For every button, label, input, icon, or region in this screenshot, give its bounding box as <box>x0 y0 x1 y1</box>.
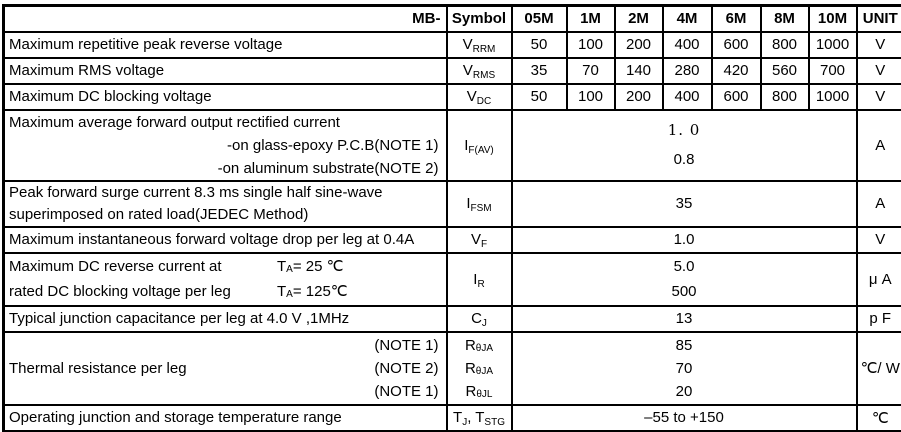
value-text: 1. 0 <box>667 121 701 139</box>
description-cell <box>4 306 447 332</box>
symbol-subscript: RMS <box>472 70 496 81</box>
symbol-subscript: A <box>286 289 293 300</box>
merged-values <box>513 254 856 304</box>
test-condition-text <box>277 254 343 279</box>
symbol <box>463 36 496 53</box>
description-lines <box>5 254 446 304</box>
value-cell: 400 <box>663 84 712 110</box>
value-cell: 200 <box>615 32 663 58</box>
merged-value-cell <box>512 253 857 306</box>
symbol-subscript: θJL <box>476 388 493 400</box>
value-cell: 800 <box>761 32 809 58</box>
description-line <box>9 334 444 357</box>
unit-cell: μ A <box>857 253 901 306</box>
value-text: –55 to +150 <box>644 408 724 426</box>
description-line <box>9 134 444 157</box>
row-typical-junction-capacitance <box>4 306 901 332</box>
merged-value-cell <box>512 306 857 332</box>
symbol <box>471 231 487 248</box>
header-05m: 05M <box>512 6 567 32</box>
value-text: 500 <box>671 283 697 300</box>
header-1m: 1M <box>567 6 615 32</box>
symbol <box>467 88 491 105</box>
symbol-cell <box>447 253 512 306</box>
symbol-text: I <box>466 195 471 212</box>
symbol-cell <box>447 58 512 84</box>
symbol-subscript: F <box>480 239 488 250</box>
header-unit: UNIT <box>857 6 901 32</box>
test-condition-text <box>277 279 348 304</box>
symbol-subscript: DC <box>476 96 492 107</box>
header-8m: 8M <box>761 6 809 32</box>
header-mb: MB- <box>4 6 447 32</box>
symbol <box>466 380 493 403</box>
value-cell: 35 <box>512 58 567 84</box>
description-line <box>9 182 444 204</box>
description-lines <box>5 228 446 252</box>
value-cell: 700 <box>809 58 857 84</box>
description-line <box>9 33 444 57</box>
symbol-subscript: θJA <box>475 342 494 354</box>
description-text: Maximum instantaneous forward voltage drop per leg at 0.4A <box>9 230 415 248</box>
value-cell: 50 <box>512 32 567 58</box>
value-cell: 400 <box>663 32 712 58</box>
description-text: Peak forward surge current 8.3 ms single half sine-wave <box>9 183 383 201</box>
row-max-rms-voltage <box>4 58 901 84</box>
row-max-average-forward-output-rectified-current <box>4 110 901 181</box>
row-thermal-resistance-per-leg <box>4 332 901 405</box>
description-lines <box>5 307 446 331</box>
symbol-stack <box>448 334 511 403</box>
merged-values <box>513 189 856 219</box>
note-text: (NOTE 1) <box>374 382 439 400</box>
description-lines <box>5 111 446 180</box>
value-cell: 560 <box>761 58 809 84</box>
value-text: 5.0 <box>673 258 695 275</box>
merged-values <box>513 115 856 175</box>
symbol-text: C <box>471 310 482 327</box>
description-line <box>9 254 444 279</box>
header-symbol: Symbol <box>447 6 512 32</box>
symbol-subscript: STG <box>484 417 505 428</box>
unit-cell: V <box>857 84 901 110</box>
description-text: Maximum RMS voltage <box>9 61 165 79</box>
value-cell: 1000 <box>809 84 857 110</box>
symbol-cell <box>447 110 512 181</box>
symbol-text: T <box>453 409 463 426</box>
symbol-subscript: F(AV) <box>468 144 494 156</box>
row-max-dc-reverse-current <box>4 253 901 306</box>
row-peak-forward-surge-current <box>4 181 901 227</box>
symbol-subscript: J <box>462 417 468 428</box>
unit-cell: p F <box>857 306 901 332</box>
merged-values <box>513 307 856 331</box>
value-text: 20 <box>675 382 693 400</box>
symbol-subscript: RRM <box>472 44 496 55</box>
symbol-subscript: A <box>286 264 293 275</box>
symbol-cell <box>447 227 512 253</box>
unit-cell: A <box>857 110 901 181</box>
unit-cell: A <box>857 181 901 227</box>
symbol-cell <box>447 306 512 332</box>
symbol-text: I <box>464 136 469 154</box>
value-text: 0.8 <box>673 151 695 168</box>
symbol-stack <box>448 310 511 327</box>
description-lines <box>5 85 446 109</box>
merged-value-cell <box>512 110 857 181</box>
merged-value-cell <box>512 405 857 432</box>
description-cell <box>4 253 447 306</box>
description-cell <box>4 32 447 58</box>
unit-cell: V <box>857 227 901 253</box>
symbol <box>464 137 494 154</box>
symbol-cell <box>447 84 512 110</box>
value-cell: 140 <box>615 58 663 84</box>
symbol-text: = 25 ℃ <box>292 258 344 275</box>
symbol-text: I <box>473 270 478 288</box>
description-line <box>9 406 444 430</box>
symbol-subscript: θJA <box>475 365 494 377</box>
value-text: 13 <box>675 309 693 327</box>
symbol <box>465 357 493 380</box>
merged-values <box>513 334 856 403</box>
description-cell <box>4 332 447 405</box>
description-line <box>9 204 444 226</box>
symbol <box>473 271 484 288</box>
value-cell: 70 <box>567 58 615 84</box>
symbol-stack <box>448 62 511 79</box>
description-text: Maximum DC blocking voltage <box>9 87 212 105</box>
description-line <box>9 59 444 83</box>
unit-cell: V <box>857 58 901 84</box>
header-4m: 4M <box>663 6 712 32</box>
datasheet-page <box>0 4 901 432</box>
symbol-stack <box>448 137 511 154</box>
merged-values <box>513 406 856 430</box>
value-cell: 50 <box>512 84 567 110</box>
description-line <box>9 157 444 180</box>
value-cell: 100 <box>567 32 615 58</box>
symbol-cell <box>447 181 512 227</box>
symbol <box>465 334 493 357</box>
description-line <box>9 307 444 331</box>
symbol-text: V <box>462 62 473 79</box>
merged-values <box>513 228 856 252</box>
symbol-text: V <box>462 36 473 53</box>
description-text: Maximum repetitive peak reverse voltage <box>9 35 283 53</box>
note-text: (NOTE 2) <box>374 359 439 377</box>
note-text: (NOTE 1) <box>374 336 439 354</box>
unit-cell: ℃ <box>857 405 901 432</box>
row-max-instantaneous-forward-voltage-drop <box>4 227 901 253</box>
description-line <box>9 357 444 380</box>
value-cell: 1000 <box>809 32 857 58</box>
description-lines <box>5 33 446 57</box>
note-text: -on aluminum substrate(NOTE 2) <box>217 159 439 177</box>
symbol-text: R <box>464 359 476 377</box>
symbol-stack <box>448 271 511 288</box>
maximum-ratings-table <box>2 4 901 432</box>
symbol-stack <box>448 195 511 212</box>
row-max-repetitive-peak-reverse-voltage <box>4 32 901 58</box>
description-text: superimposed on rated load(JEDEC Method) <box>9 205 309 223</box>
description-text: rated DC blocking voltage per leg <box>9 283 231 300</box>
symbol-text: = 125℃ <box>292 283 348 300</box>
description-cell <box>4 110 447 181</box>
description-text: Maximum average forward output rectified current <box>9 113 340 131</box>
description-line <box>9 111 444 134</box>
symbol-stack <box>448 231 511 248</box>
value-cell: 800 <box>761 84 809 110</box>
description-cell <box>4 405 447 432</box>
note-text: -on glass-epoxy P.C.B(NOTE 1) <box>227 136 439 154</box>
symbol-subscript: R <box>477 278 485 290</box>
header-row <box>4 6 901 32</box>
symbol-text: V <box>470 231 481 248</box>
symbol-subscript: J <box>481 318 487 329</box>
symbol-cell <box>447 32 512 58</box>
description-text: Operating junction and storage temperature range <box>9 408 342 426</box>
row-operating-junction-storage-temperature-range <box>4 405 901 432</box>
unit-cell: ℃/ W <box>857 332 901 405</box>
symbol <box>453 409 505 426</box>
description-line <box>9 85 444 109</box>
value-cell: 100 <box>567 84 615 110</box>
description-lines <box>5 406 446 430</box>
symbol-stack <box>448 409 511 426</box>
description-line <box>9 279 444 304</box>
description-line <box>9 380 444 403</box>
value-cell: 600 <box>712 84 761 110</box>
description-cell <box>4 227 447 253</box>
merged-value-cell <box>512 332 857 405</box>
value-text: 35 <box>675 194 693 212</box>
symbol-text: R <box>465 382 477 400</box>
description-text: Typical junction capacitance per leg at 4.0 V ,1MHz <box>9 309 350 327</box>
description-cell <box>4 84 447 110</box>
value-cell: 600 <box>712 32 761 58</box>
symbol-text: R <box>464 336 476 354</box>
value-cell: 200 <box>615 84 663 110</box>
header-6m: 6M <box>712 6 761 32</box>
symbol-text: , T <box>467 409 485 426</box>
description-line <box>9 228 444 252</box>
header-2m: 2M <box>615 6 663 32</box>
symbol <box>471 310 487 327</box>
merged-value-cell <box>512 181 857 227</box>
description-lines <box>5 59 446 83</box>
value-text: 1.0 <box>673 230 695 248</box>
value-cell: 280 <box>663 58 712 84</box>
unit-cell: V <box>857 32 901 58</box>
description-lines <box>5 182 446 226</box>
symbol-stack <box>448 88 511 105</box>
symbol-stack <box>448 36 511 53</box>
symbol-text: V <box>466 88 477 105</box>
value-text: 70 <box>675 359 693 377</box>
description-text: Thermal resistance per leg <box>9 359 187 377</box>
merged-value-cell <box>512 227 857 253</box>
symbol-text: T <box>277 258 287 275</box>
description-lines <box>5 334 446 403</box>
header-10m: 10M <box>809 6 857 32</box>
symbol <box>466 195 491 212</box>
description-text: Maximum DC reverse current at <box>9 258 222 275</box>
value-cell: 420 <box>712 58 761 84</box>
symbol-cell <box>447 332 512 405</box>
value-text: 85 <box>675 336 693 354</box>
description-cell <box>4 181 447 227</box>
symbol-subscript: FSM <box>470 203 492 214</box>
description-cell <box>4 58 447 84</box>
symbol-cell <box>447 405 512 432</box>
symbol <box>463 62 495 79</box>
symbol-text: T <box>277 283 287 300</box>
row-max-dc-blocking-voltage <box>4 84 901 110</box>
